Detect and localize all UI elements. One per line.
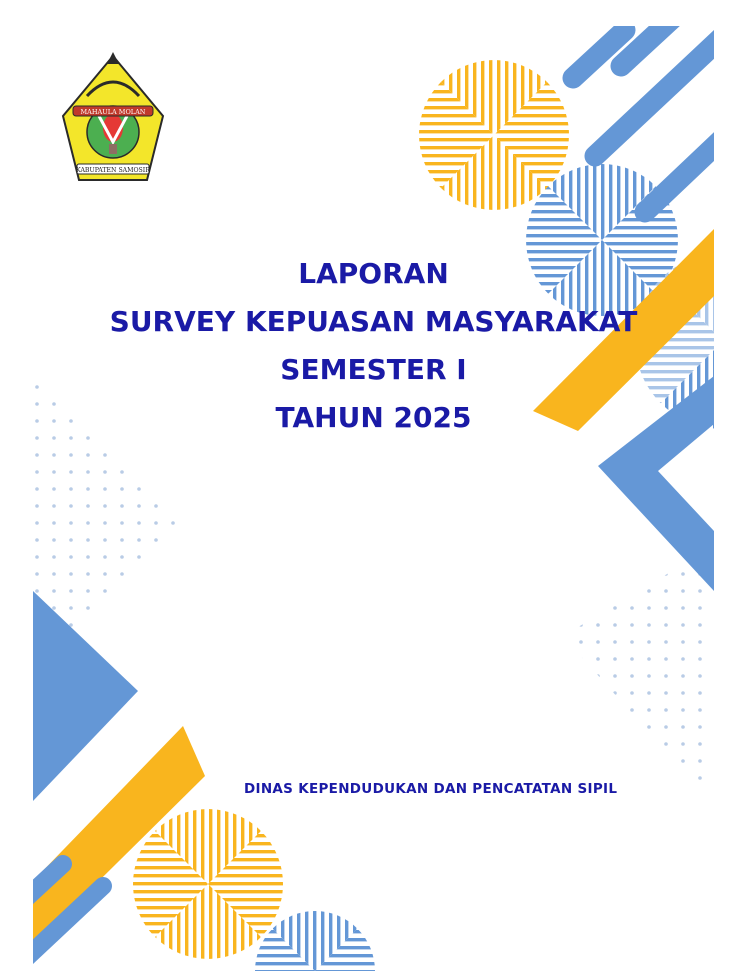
cover-page [33,26,714,971]
logo-banner-bottom: KABUPATEN SAMOSIR [76,167,150,174]
report-title [33,250,714,442]
agency-name: DINAS KEPENDUDUKAN DAN PENCATATAN SIPIL [244,781,618,797]
yellow-stripe-circle-bottom [133,809,283,959]
yellow-stripe-circle-top [419,60,569,210]
blue-triangle-left [33,591,138,801]
title-line-3: SEMESTER I [280,353,467,386]
title-line-4: TAHUN 2025 [275,401,472,434]
kabupaten-samosir-emblem-icon [57,50,169,184]
title-line-1: LAPORAN [298,257,449,290]
title-line-2: SURVEY KEPUASAN MASYARAKAT [109,305,638,338]
logo-banner-top: MAHAULA MOLAN [80,108,146,116]
dot-pattern-right [553,546,714,806]
